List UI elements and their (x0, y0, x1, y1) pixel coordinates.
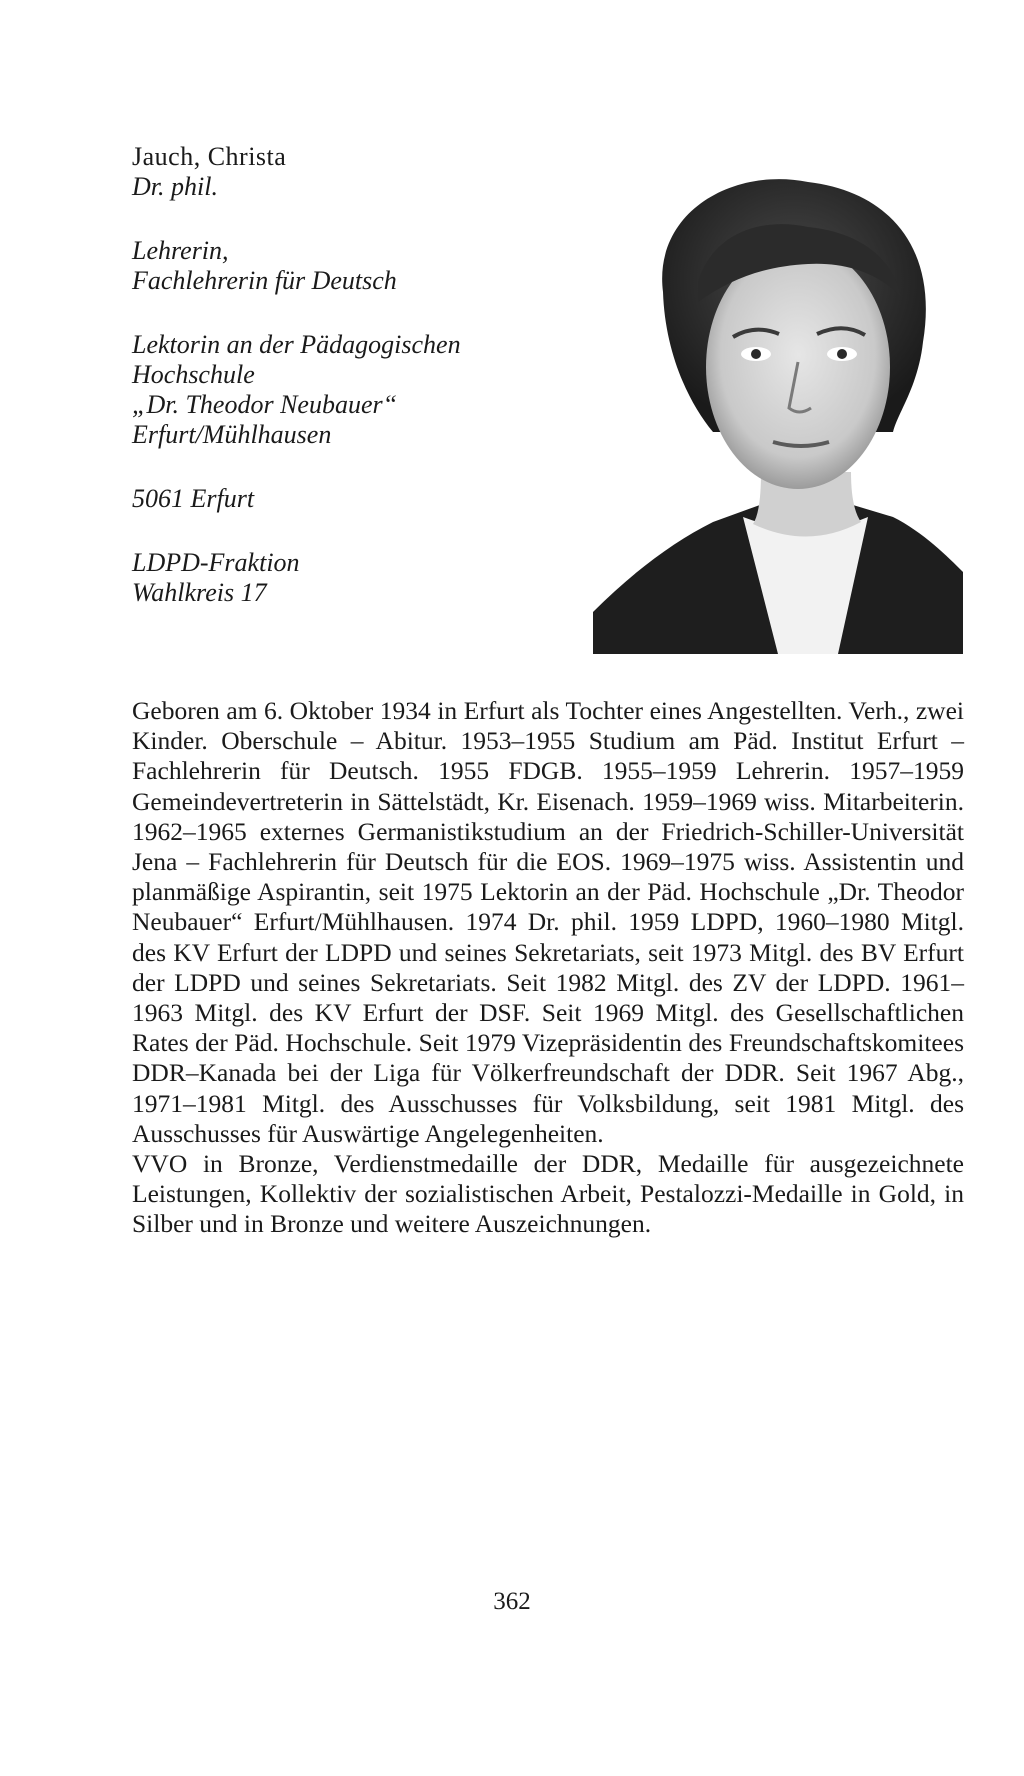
position-line-1: Lektorin an der Pädagogischen (132, 330, 461, 359)
biography-paragraph-2: VVO in Bronze, Verdienstmedaille der DDR, Medaille für ausgezeichnete Leistungen, Kollektiv der sozialistischen Arbeit, Pestalozzi-Medaille in Gold, in Silber und in Bronze und weitere Auszeichnungen. (132, 1149, 964, 1239)
residence-group (132, 484, 562, 514)
faction: LDPD-Fraktion (132, 548, 300, 577)
residence: 5061 Erfurt (132, 484, 255, 513)
portrait-photo (593, 172, 963, 654)
faction-group (132, 548, 562, 608)
academic-degree: Dr. phil. (132, 172, 218, 201)
occupation-line-2: Fachlehrerin für Deutsch (132, 266, 397, 295)
person-header (132, 142, 562, 608)
portrait-drawing (593, 172, 963, 654)
constituency: Wahlkreis 17 (132, 578, 267, 607)
person-name: Jauch, Christa (132, 142, 287, 171)
position-group (132, 330, 562, 450)
biography-paragraph-1: Geboren am 6. Oktober 1934 in Erfurt als Tochter eines Angestellten. Verh., zwei Kinder. Oberschule – Abitur. 1953–1955 Studium am Päd. Institut Erfurt – Fachlehrerin für Deutsch. 1955 FDGB. 1955–1959 Lehrerin. 1957–1959 Gemeindevertreterin in Sättelstädt, Kr. Eisenach. 1959–1969 wiss. Mitarbeiterin. 1962–1965 externes Germanistikstudium an der Friedrich-Schiller-Universität Jena – Fachlehrerin für Deutsch für die EOS. 1969–1975 wiss. Assistentin und planmäßige Aspirantin, seit 1975 Lektorin an der Päd. Hochschule „Dr. Theodor Neubauer“ Erfurt/Mühlhausen. 1974 Dr. phil. 1959 LDPD, 1960–1980 Mitgl. des KV Erfurt der LDPD und seines Sekretariats, seit 1973 Mitgl. des BV Erfurt der LDPD und seines Sekretariats. Seit 1982 Mitgl. des ZV der LDPD. 1961–1963 Mitgl. des KV Erfurt der DSF. Seit 1969 Mitgl. des Gesellschaftlichen Rates der Päd. Hochschule. Seit 1979 Vizepräsidentin des Freundschaftskomitees DDR–Kanada bei der Liga für Völkerfreundschaft der DDR. Seit 1967 Abg., 1971–1981 Mitgl. des Ausschusses für Volksbildung, seit 1981 Mitgl. des Ausschusses für Auswärtige Angelegenheiten. (132, 696, 964, 1148)
biography (132, 696, 964, 1240)
position-line-3: „Dr. Theodor Neubauer“ (132, 390, 398, 419)
position-line-4: Erfurt/Mühlhausen (132, 420, 332, 449)
occupation-line-1: Lehrerin, (132, 236, 229, 265)
position-line-2: Hochschule (132, 360, 255, 389)
occupation-group (132, 236, 562, 296)
page-number: 362 (493, 1588, 531, 1615)
